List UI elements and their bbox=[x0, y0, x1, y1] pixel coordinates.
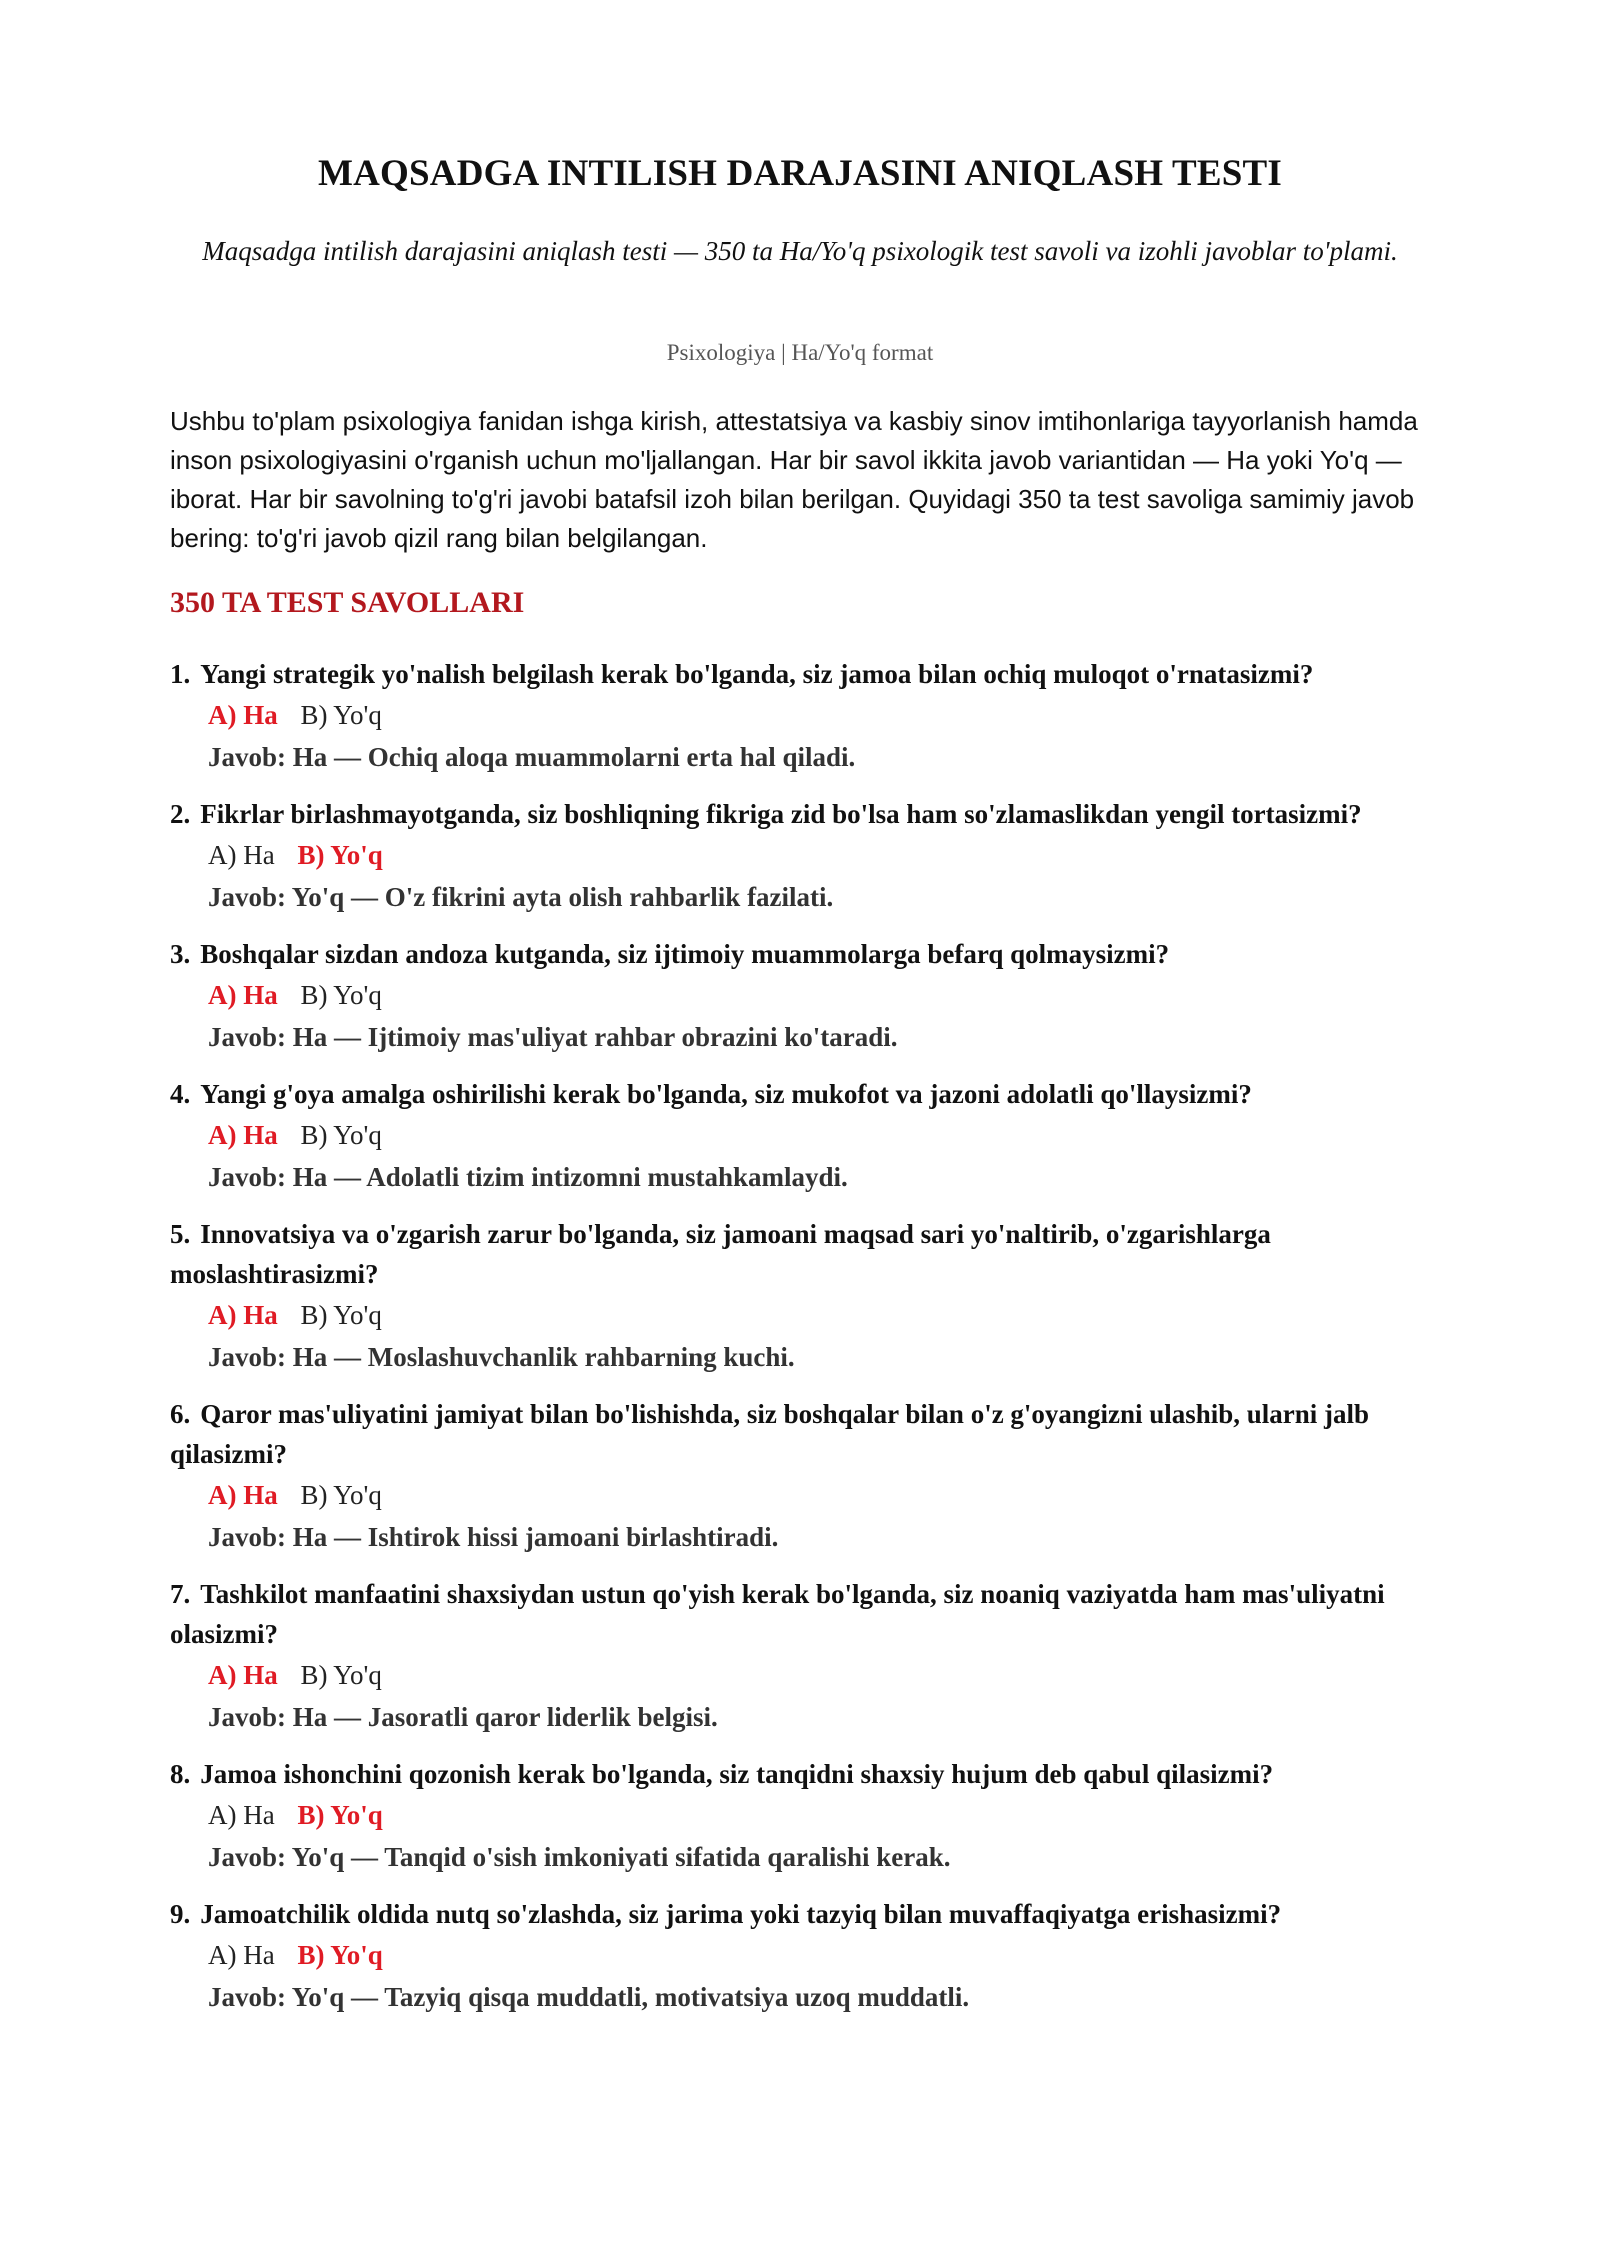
question-item bbox=[170, 1394, 1440, 1558]
question-text bbox=[170, 794, 1440, 834]
question-text bbox=[170, 1394, 1440, 1474]
question-answer: Javob: Ha — Moslashuvchanlik rahbarning kuchi. bbox=[208, 1342, 795, 1372]
option-b: B) Yo'q bbox=[300, 1660, 382, 1690]
question-body: Qaror mas'uliyatini jamiyat bilan bo'lishishda, siz boshqalar bilan o'z g'oyangizni ulashib, ularni jalb qilasizmi? bbox=[170, 1399, 1370, 1469]
option-b: B) Yo'q bbox=[300, 1480, 382, 1510]
question-options bbox=[208, 834, 1440, 876]
question-options bbox=[208, 974, 1440, 1016]
question-number: 6. bbox=[170, 1399, 191, 1429]
question-number: 5. bbox=[170, 1219, 191, 1249]
question-item bbox=[170, 794, 1440, 918]
question-answer: Javob: Ha — Ishtirok hissi jamoani birlashtiradi. bbox=[208, 1522, 779, 1552]
question-item bbox=[170, 1894, 1440, 2018]
option-b: B) Yo'q bbox=[300, 980, 382, 1010]
option-a: A) Ha bbox=[208, 1940, 275, 1970]
section-heading: 350 TA TEST SAVOLLARI bbox=[170, 586, 525, 619]
question-options bbox=[208, 1934, 1440, 1976]
question-item bbox=[170, 654, 1440, 778]
question-options bbox=[208, 1474, 1440, 1516]
question-number: 2. bbox=[170, 799, 191, 829]
question-text bbox=[170, 1214, 1440, 1294]
document-subtitle: Maqsadga intilish darajasini aniqlash testi — 350 ta Ha/Yo'q psixologik test savoli va izohli javoblar to'plami. bbox=[202, 236, 1398, 266]
question-number: 8. bbox=[170, 1759, 191, 1789]
question-answer: Javob: Ha — Jasoratli qaror liderlik belgisi. bbox=[208, 1702, 718, 1732]
question-text bbox=[170, 934, 1440, 974]
question-body: Innovatsiya va o'zgarish zarur bo'lganda, siz jamoani maqsad sari yo'naltirib, o'zgarishlarga moslashtirasizmi? bbox=[170, 1219, 1271, 1289]
option-a: A) Ha bbox=[208, 1800, 275, 1830]
option-b: B) Yo'q bbox=[300, 1120, 382, 1150]
question-number: 9. bbox=[170, 1899, 191, 1929]
intro-paragraph: Ushbu to'plam psixologiya fanidan ishga kirish, attestatsiya va kasbiy sinov imtihonlariga tayyorlanish hamda inson psixologiyasini o'rganish uchun mo'ljallangan. Har bir savol ikkita javob variantidan — Ha yoki Yo'q — iborat. Har bir savolning to'g'ri javobi batafsil izoh bilan berilgan. Quyidagi 350 ta test savoliga samimiy javob bering: to'g'ri javob qizil rang bilan belgilangan. bbox=[170, 406, 1418, 553]
option-b: B) Yo'q bbox=[297, 1940, 383, 1970]
option-b: B) Yo'q bbox=[300, 1300, 382, 1330]
question-item bbox=[170, 1574, 1440, 1738]
question-body: Fikrlar birlashmayotganda, siz boshliqning fikriga zid bo'lsa ham so'zlamaslikdan yengil tortasizmi? bbox=[200, 799, 1362, 829]
question-text bbox=[170, 1754, 1440, 1794]
question-body: Yangi strategik yo'nalish belgilash kerak bo'lganda, siz jamoa bilan ochiq muloqot o'rnatasizmi? bbox=[200, 659, 1314, 689]
option-a: A) Ha bbox=[208, 1480, 278, 1510]
question-body: Yangi g'oya amalga oshirilishi kerak bo'lganda, siz mukofot va jazoni adolatli qo'llaysizmi? bbox=[200, 1079, 1252, 1109]
question-text bbox=[170, 1894, 1440, 1934]
question-body: Jamoatchilik oldida nutq so'zlashda, siz jarima yoki tazyiq bilan muvaffaqiyatga erishasizmi? bbox=[200, 1899, 1282, 1929]
question-list bbox=[170, 654, 1440, 2034]
document-meta: Psixologiya | Ha/Yo'q format bbox=[666, 340, 934, 365]
question-options bbox=[208, 1794, 1440, 1836]
option-a: A) Ha bbox=[208, 1120, 278, 1150]
question-text bbox=[170, 654, 1440, 694]
question-body: Jamoa ishonchini qozonish kerak bo'lganda, siz tanqidni shaxsiy hujum deb qabul qilasizmi? bbox=[200, 1759, 1274, 1789]
option-b: B) Yo'q bbox=[297, 1800, 383, 1830]
question-body: Boshqalar sizdan andoza kutganda, siz ijtimoiy muammolarga befarq qolmaysizmi? bbox=[200, 939, 1170, 969]
option-a: A) Ha bbox=[208, 840, 275, 870]
question-number: 3. bbox=[170, 939, 191, 969]
question-text bbox=[170, 1574, 1440, 1654]
question-options bbox=[208, 1654, 1440, 1696]
question-answer: Javob: Yo'q — O'z fikrini ayta olish rahbarlik fazilati. bbox=[208, 882, 834, 912]
question-item bbox=[170, 1074, 1440, 1198]
option-b: B) Yo'q bbox=[300, 700, 382, 730]
option-a: A) Ha bbox=[208, 980, 278, 1010]
option-a: A) Ha bbox=[208, 1660, 278, 1690]
question-number: 1. bbox=[170, 659, 191, 689]
question-number: 4. bbox=[170, 1079, 191, 1109]
option-a: A) Ha bbox=[208, 700, 278, 730]
option-b: B) Yo'q bbox=[297, 840, 383, 870]
question-item bbox=[170, 1214, 1440, 1378]
question-answer: Javob: Ha — Ochiq aloqa muammolarni erta hal qiladi. bbox=[208, 742, 856, 772]
question-number: 7. bbox=[170, 1579, 191, 1609]
question-item bbox=[170, 1754, 1440, 1878]
option-a: A) Ha bbox=[208, 1300, 278, 1330]
question-body: Tashkilot manfaatini shaxsiydan ustun qo'yish kerak bo'lganda, siz noaniq vaziyatda ham mas'uliyatni olasizmi? bbox=[170, 1579, 1385, 1649]
question-options bbox=[208, 1114, 1440, 1156]
question-answer: Javob: Ha — Ijtimoiy mas'uliyat rahbar obrazini ko'taradi. bbox=[208, 1022, 898, 1052]
question-options bbox=[208, 694, 1440, 736]
question-text bbox=[170, 1074, 1440, 1114]
question-answer: Javob: Ha — Adolatli tizim intizomni mustahkamlaydi. bbox=[208, 1162, 848, 1192]
question-item bbox=[170, 934, 1440, 1058]
question-options bbox=[208, 1294, 1440, 1336]
question-answer: Javob: Yo'q — Tanqid o'sish imkoniyati sifatida qaralishi kerak. bbox=[208, 1842, 951, 1872]
question-answer: Javob: Yo'q — Tazyiq qisqa muddatli, motivatsiya uzoq muddatli. bbox=[208, 1982, 970, 2012]
document-title: MAQSADGA INTILISH DARAJASINI ANIQLASH TESTI bbox=[317, 153, 1282, 194]
